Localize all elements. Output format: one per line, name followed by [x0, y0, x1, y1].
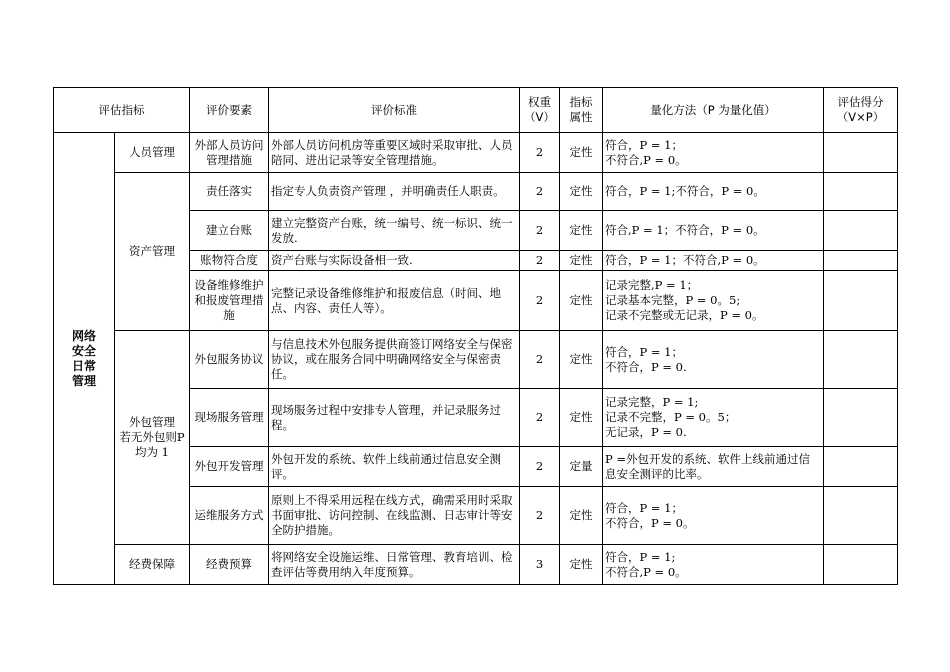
row-attribute: 定性 — [560, 545, 603, 585]
row-score — [824, 173, 898, 211]
table-row — [54, 133, 898, 173]
evaluation-table — [53, 87, 898, 585]
table-row — [54, 173, 898, 211]
row-element: 运维服务方式 — [190, 487, 269, 545]
row-element: 外包开发管理 — [190, 447, 269, 487]
row-standard: 外包开发的系统、软件上线前通过信息安全测评。 — [269, 447, 520, 487]
row-score — [824, 447, 898, 487]
row-attribute: 定性 — [560, 331, 603, 389]
row-weight: 2 — [520, 251, 560, 271]
header-method: 量化方法（P 为量化值） — [603, 88, 824, 133]
row-method: 记录完整，P = 1; 记录不完整，P = 0。5； 无记录，P = 0. — [603, 389, 824, 447]
group-funding: 经费保障 — [115, 545, 190, 585]
row-element: 经费预算 — [190, 545, 269, 585]
row-attribute: 定性 — [560, 271, 603, 331]
row-method: 记录完整,P = 1； 记录基本完整，P = 0。5; 记录不完整或无记录，P = 0。 — [603, 271, 824, 331]
row-method: 符合，P = 1；不符合,P = 0。 — [603, 251, 824, 271]
row-element: 外包服务协议 — [190, 331, 269, 389]
row-element: 责任落实 — [190, 173, 269, 211]
row-method: 符合，P = 1； 不符合,P = 0。 — [603, 133, 824, 173]
row-method: 符合，P = 1； 不符合，P = 0。 — [603, 487, 824, 545]
row-score — [824, 211, 898, 251]
row-attribute: 定性 — [560, 211, 603, 251]
group-outsourcing: 外包管理 若无外包则P 均为 1 — [115, 331, 190, 545]
row-standard: 指定专人负责资产管理 ，并明确责任人职责。 — [269, 173, 520, 211]
row-weight: 2 — [520, 271, 560, 331]
row-method: 符合，P = 1； 不符合，P = 0. — [603, 331, 824, 389]
row-standard: 资产台账与实际设备相一致. — [269, 251, 520, 271]
row-score — [824, 545, 898, 585]
row-weight: 2 — [520, 389, 560, 447]
row-attribute: 定性 — [560, 487, 603, 545]
row-standard: 原则上不得采用远程在线方式，确需采用时采取书面审批、访问控制、在线监测、日志审计等安全防护措施。 — [269, 487, 520, 545]
row-standard: 现场服务过程中安排专人管理，并记录服务过程。 — [269, 389, 520, 447]
row-method: P =外包开发的系统、软件上线前通过信息安全测评的比率。 — [603, 447, 824, 487]
table-row — [54, 331, 898, 389]
header-element: 评价要素 — [190, 88, 269, 133]
row-standard: 将网络安全设施运维、日常管理、教育培训、检查评估等费用纳入年度预算。 — [269, 545, 520, 585]
row-score — [824, 133, 898, 173]
header-indicator: 评估指标 — [54, 88, 190, 133]
row-score — [824, 487, 898, 545]
row-weight: 2 — [520, 331, 560, 389]
header-weight: 权重 （V） — [520, 88, 560, 133]
row-element: 建立台账 — [190, 211, 269, 251]
row-standard: 外部人员访问机房等重要区域时采取审批、人员陪同、进出记录等安全管理措施。 — [269, 133, 520, 173]
row-method: 符合,P = 1；不符合，P = 0。 — [603, 211, 824, 251]
category-cell: 网络 安全 日常 管理 — [54, 133, 115, 585]
row-standard: 完整记录设备维修维护和报废信息（时间、地点、内容、责任人等）。 — [269, 271, 520, 331]
row-element: 账物符合度 — [190, 251, 269, 271]
row-method: 符合，P = 1;不符合，P = 0。 — [603, 173, 824, 211]
row-standard: 建立完整资产台账，统一编号、统一标识、统一发放. — [269, 211, 520, 251]
row-weight: 2 — [520, 173, 560, 211]
group-personnel: 人员管理 — [115, 133, 190, 173]
header-score: 评估得分 （V×P） — [824, 88, 898, 133]
header-attribute: 指标 属性 — [560, 88, 603, 133]
row-weight: 2 — [520, 211, 560, 251]
row-weight: 2 — [520, 133, 560, 173]
row-element: 外部人员访问管理措施 — [190, 133, 269, 173]
row-attribute: 定性 — [560, 251, 603, 271]
row-attribute: 定性 — [560, 389, 603, 447]
table-header-row — [54, 88, 898, 133]
row-element: 设备维修维护和报废管理措施 — [190, 271, 269, 331]
row-attribute: 定量 — [560, 447, 603, 487]
group-assets: 资产管理 — [115, 173, 190, 331]
row-score — [824, 251, 898, 271]
table-row — [54, 545, 898, 585]
row-attribute: 定性 — [560, 133, 603, 173]
row-weight: 3 — [520, 545, 560, 585]
row-weight: 2 — [520, 447, 560, 487]
row-weight: 2 — [520, 487, 560, 545]
row-attribute: 定性 — [560, 173, 603, 211]
row-element: 现场服务管理 — [190, 389, 269, 447]
row-score — [824, 331, 898, 389]
row-score — [824, 389, 898, 447]
row-method: 符合，P = 1; 不符合,P = 0。 — [603, 545, 824, 585]
header-standard: 评价标准 — [269, 88, 520, 133]
row-score — [824, 271, 898, 331]
row-standard: 与信息技术外包服务提供商签订网络安全与保密协议，或在服务合同中明确网络安全与保密责任。 — [269, 331, 520, 389]
